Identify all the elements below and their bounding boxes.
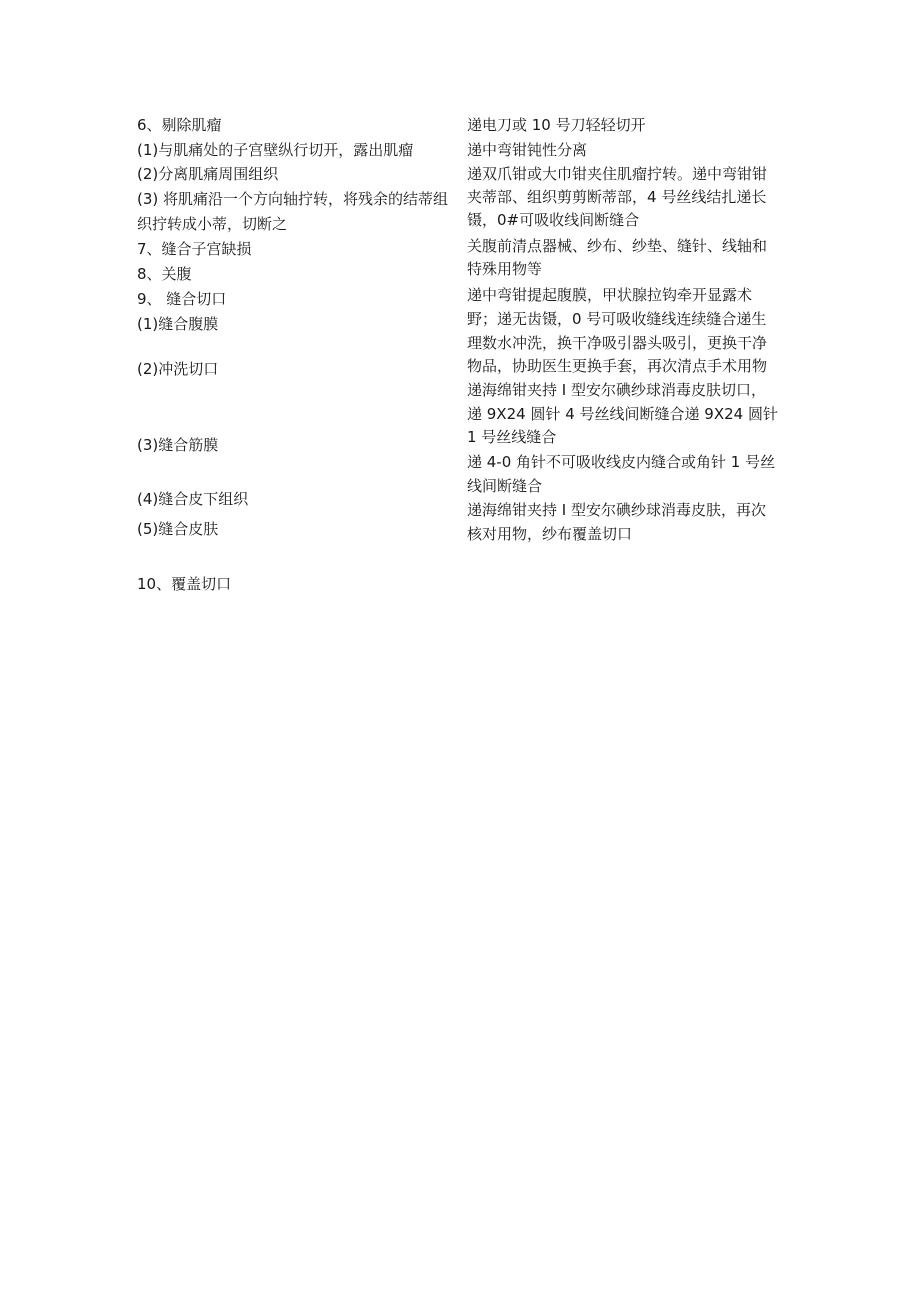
step-item: (4)缝合皮下组织 <box>137 490 249 508</box>
procedure-text: 理数水冲洗，换干净吸引器头吸引，更换干净 <box>467 334 768 352</box>
procedure-text: 递双爪钳或大巾钳夹住肌瘤拧转。递中弯钳钳 <box>467 165 768 183</box>
step-heading: 6、剔除肌瘤 <box>137 116 222 134</box>
step-heading: 9、 缝合切口 <box>137 290 227 308</box>
step-item: (1)与肌痛处的子宫壁纵行切开，露出肌瘤 <box>137 141 414 159</box>
step-item-continued: 织拧转成小蒂，切断之 <box>137 215 288 233</box>
procedure-text: 镊，0#可吸收线间断缝合 <box>467 211 640 229</box>
procedure-text: 递中弯钳钝性分离 <box>467 141 588 159</box>
procedure-text: 物品，协助医生更换手套，再次清点手术用物 <box>467 357 768 375</box>
step-item: (2)分离肌痛周围组织 <box>137 165 279 183</box>
step-item: (2)冲洗切口 <box>137 360 219 378</box>
procedure-text: 递电刀或 10 号刀轻轻切开 <box>467 116 646 134</box>
step-item: (1)缝合腹膜 <box>137 315 219 333</box>
procedure-text: 关腹前清点器械、纱布、纱垫、缝针、线轴和 <box>467 237 768 255</box>
procedure-text: 夹蒂部、组织剪剪断蒂部，4 号丝线结扎递长 <box>467 188 767 206</box>
step-item: (5)缝合皮肤 <box>137 520 219 538</box>
procedure-text: 特殊用物等 <box>467 260 543 278</box>
procedure-text: 递 9X24 圆针 4 号丝线间断缝合递 9X24 圆针 <box>467 405 778 423</box>
step-heading: 7、缝合子宫缺损 <box>137 240 252 258</box>
procedure-text: 递海绵钳夹持 I 型安尔碘纱球消毒皮肤切口， <box>467 381 766 399</box>
step-heading: 10、覆盖切口 <box>137 575 232 593</box>
procedure-text: 野；递无齿镊，0 号可吸收缝线连续缝合递生 <box>467 310 767 328</box>
procedure-text: 线间断缝合 <box>467 477 543 495</box>
procedure-text: 递海绵钳夹持 I 型安尔碘纱球消毒皮肤，再次 <box>467 501 766 519</box>
step-heading: 8、关腹 <box>137 265 192 283</box>
procedure-text: 核对用物，纱布覆盖切口 <box>467 525 633 543</box>
step-item: (3) 将肌痛沿一个方向轴拧转，将残余的结蒂组 <box>137 190 449 208</box>
procedure-text: 1 号丝线缝合 <box>467 428 557 446</box>
procedure-text: 递中弯钳提起腹膜，甲状腺拉钩牵开显露术 <box>467 286 753 304</box>
step-item: (3)缝合筋膜 <box>137 436 219 454</box>
procedure-text: 递 4-0 角针不可吸收线皮内缝合或角针 1 号丝 <box>467 453 776 471</box>
